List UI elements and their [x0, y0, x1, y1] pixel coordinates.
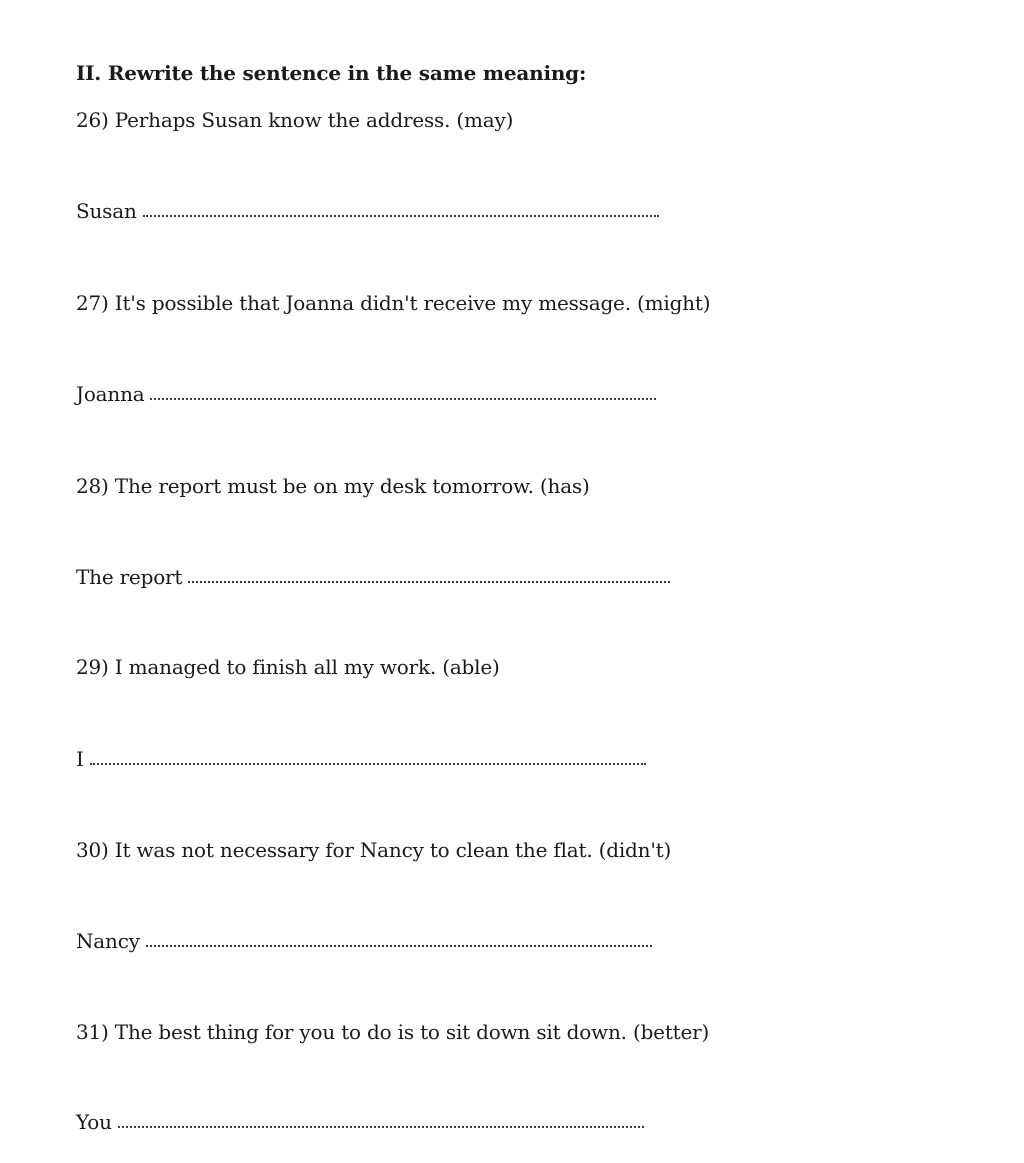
question-27: 27) It's possible that Joanna didn't receive my message. (might): [76, 291, 711, 315]
answer-starter-27: Joanna: [76, 382, 145, 406]
answer-line-26[interactable]: [76, 199, 659, 223]
answer-line-31[interactable]: [76, 1110, 644, 1134]
question-31: 31) The best thing for you to do is to sit down sit down. (better): [76, 1020, 710, 1044]
answer-line-30[interactable]: [76, 929, 652, 953]
answer-starter-28: The report: [76, 565, 183, 589]
question-30: 30) It was not necessary for Nancy to clean the flat. (didn't): [76, 838, 672, 862]
answer-blank-29[interactable]: [90, 757, 646, 765]
section-heading: II. Rewrite the sentence in the same meaning:: [76, 61, 587, 85]
question-28: 28) The report must be on my desk tomorrow. (has): [76, 474, 590, 498]
answer-starter-26: Susan: [76, 199, 137, 223]
answer-starter-29: I: [76, 747, 84, 771]
answer-starter-30: Nancy: [76, 929, 140, 953]
answer-line-27[interactable]: [76, 382, 656, 406]
question-29: 29) I managed to finish all my work. (able): [76, 655, 500, 679]
answer-line-28[interactable]: [76, 565, 670, 589]
answer-blank-27[interactable]: [150, 392, 656, 400]
answer-line-29[interactable]: [76, 747, 646, 771]
answer-blank-31[interactable]: [118, 1120, 644, 1128]
answer-blank-30[interactable]: [146, 939, 652, 947]
answer-blank-28[interactable]: [188, 575, 670, 583]
answer-blank-26[interactable]: [143, 209, 659, 217]
question-26: 26) Perhaps Susan know the address. (may): [76, 108, 514, 132]
answer-starter-31: You: [76, 1110, 112, 1134]
